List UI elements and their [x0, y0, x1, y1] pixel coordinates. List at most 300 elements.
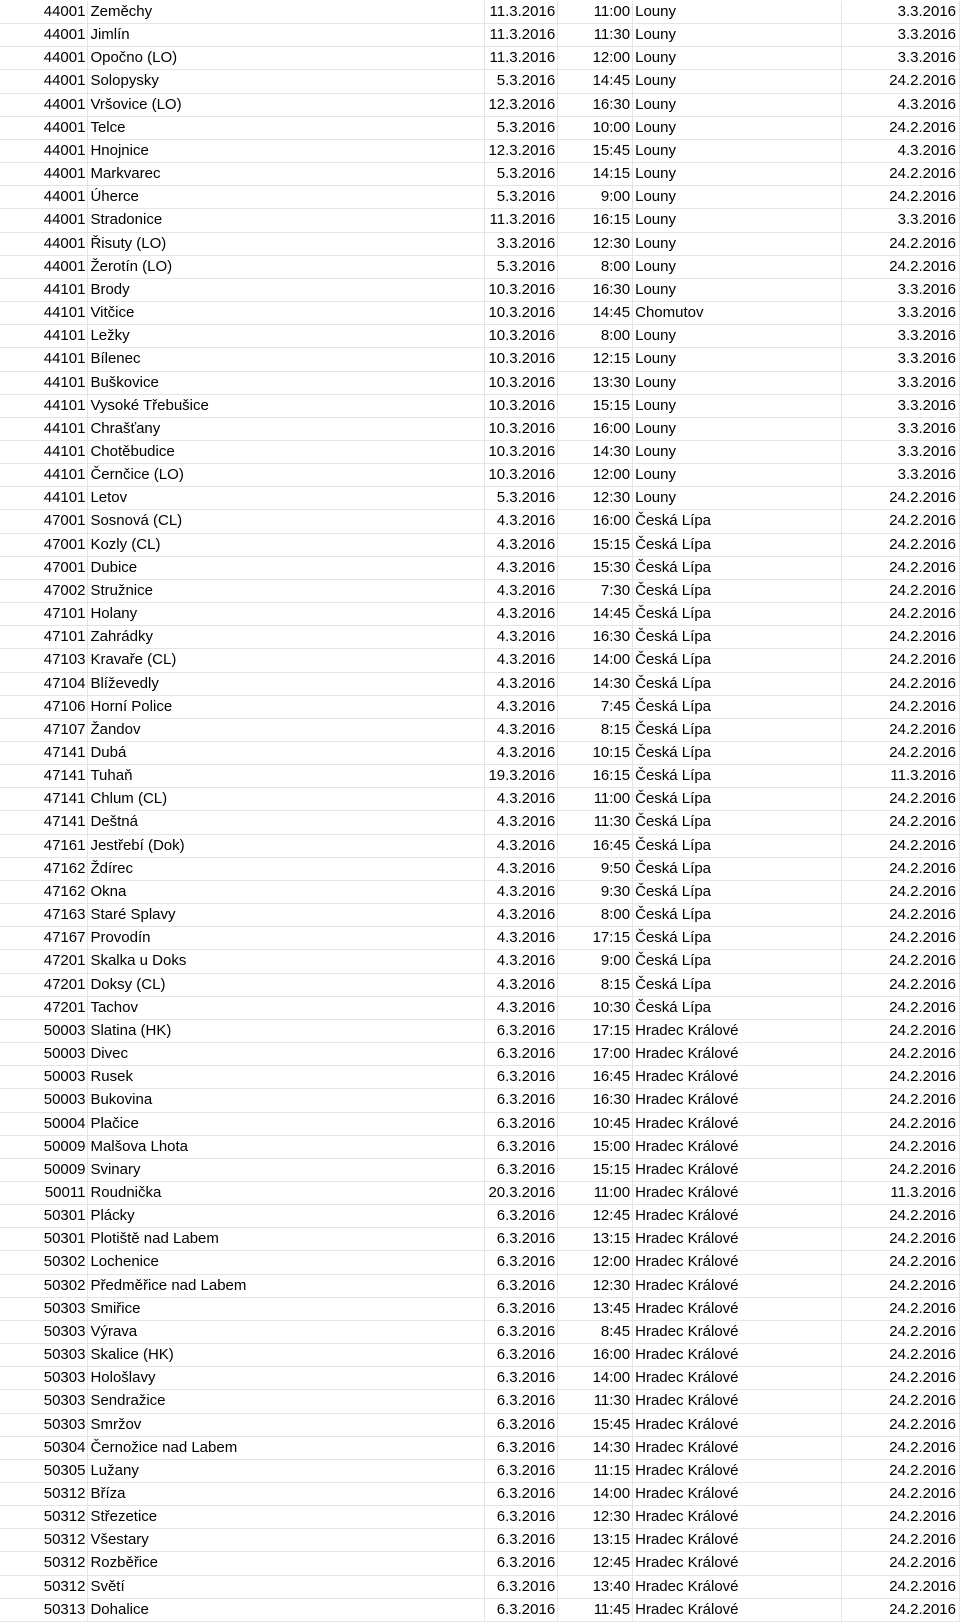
event-date-cell: 12.3.2016 [485, 139, 558, 162]
event-time-cell: 16:30 [558, 1089, 633, 1112]
event-date-cell: 4.3.2016 [485, 857, 558, 880]
event-date-cell: 4.3.2016 [485, 672, 558, 695]
event-date-cell: 6.3.2016 [485, 1436, 558, 1459]
municipality-cell: Chlum (CL) [88, 788, 485, 811]
municipality-cell: Světí [88, 1575, 485, 1598]
municipality-cell: Smržov [88, 1413, 485, 1436]
table-row [0, 186, 960, 209]
municipality-cell: Roudnička [88, 1181, 485, 1204]
table-row [0, 417, 960, 440]
postal-code-cell: 47201 [0, 996, 88, 1019]
municipality-cell: Sosnová (CL) [88, 510, 485, 533]
municipality-cell: Žandov [88, 718, 485, 741]
deadline-date-cell: 24.2.2016 [842, 556, 960, 579]
deadline-date-cell: 24.2.2016 [842, 649, 960, 672]
deadline-date-cell: 3.3.2016 [842, 325, 960, 348]
table-row [0, 1019, 960, 1042]
district-city-cell: Hradec Králové [633, 1598, 842, 1621]
municipality-cell: Markvarec [88, 163, 485, 186]
event-time-cell: 12:30 [558, 1274, 633, 1297]
event-date-cell: 5.3.2016 [485, 163, 558, 186]
table-row [0, 579, 960, 602]
municipality-cell: Sendražice [88, 1390, 485, 1413]
municipality-cell: Brody [88, 278, 485, 301]
deadline-date-cell: 24.2.2016 [842, 186, 960, 209]
table-row [0, 1274, 960, 1297]
postal-code-cell: 50009 [0, 1135, 88, 1158]
table-row [0, 1, 960, 24]
event-date-cell: 6.3.2016 [485, 1390, 558, 1413]
deadline-date-cell: 24.2.2016 [842, 533, 960, 556]
event-date-cell: 10.3.2016 [485, 278, 558, 301]
event-time-cell: 8:15 [558, 718, 633, 741]
municipality-cell: Malšova Lhota [88, 1135, 485, 1158]
event-date-cell: 6.3.2016 [485, 1205, 558, 1228]
municipality-cell: Staré Splavy [88, 904, 485, 927]
municipality-cell: Zeměchy [88, 1, 485, 24]
district-city-cell: Louny [633, 417, 842, 440]
municipality-cell: Vysoké Třebušice [88, 394, 485, 417]
postal-code-cell: 44001 [0, 232, 88, 255]
deadline-date-cell: 24.2.2016 [842, 1552, 960, 1575]
district-city-cell: Česká Lípa [633, 788, 842, 811]
postal-code-cell: 47167 [0, 927, 88, 950]
postal-code-cell: 50312 [0, 1483, 88, 1506]
municipality-cell: Horní Police [88, 695, 485, 718]
event-time-cell: 10:15 [558, 742, 633, 765]
municipality-cell: Dohalice [88, 1598, 485, 1621]
deadline-date-cell: 24.2.2016 [842, 1274, 960, 1297]
table-row [0, 1112, 960, 1135]
postal-code-cell: 50312 [0, 1552, 88, 1575]
postal-code-cell: 44101 [0, 325, 88, 348]
event-date-cell: 12.3.2016 [485, 93, 558, 116]
event-time-cell: 16:45 [558, 1066, 633, 1089]
event-date-cell: 6.3.2016 [485, 1598, 558, 1621]
municipality-cell: Bříza [88, 1483, 485, 1506]
event-time-cell: 14:45 [558, 603, 633, 626]
municipality-cell: Plačice [88, 1112, 485, 1135]
event-time-cell: 11:00 [558, 1, 633, 24]
event-time-cell: 16:00 [558, 1344, 633, 1367]
deadline-date-cell: 24.2.2016 [842, 927, 960, 950]
event-time-cell: 16:00 [558, 417, 633, 440]
municipality-cell: Žerotín (LO) [88, 255, 485, 278]
deadline-date-cell: 24.2.2016 [842, 857, 960, 880]
district-city-cell: Hradec Králové [633, 1297, 842, 1320]
deadline-date-cell: 24.2.2016 [842, 232, 960, 255]
postal-code-cell: 47141 [0, 788, 88, 811]
event-time-cell: 14:00 [558, 1483, 633, 1506]
district-city-cell: Hradec Králové [633, 1436, 842, 1459]
municipality-cell: Holany [88, 603, 485, 626]
postal-code-cell: 50011 [0, 1181, 88, 1204]
event-date-cell: 10.3.2016 [485, 371, 558, 394]
event-time-cell: 11:00 [558, 1181, 633, 1204]
event-date-cell: 6.3.2016 [485, 1320, 558, 1343]
event-date-cell: 4.3.2016 [485, 904, 558, 927]
event-date-cell: 4.3.2016 [485, 718, 558, 741]
deadline-date-cell: 24.2.2016 [842, 742, 960, 765]
event-date-cell: 10.3.2016 [485, 394, 558, 417]
event-date-cell: 6.3.2016 [485, 1043, 558, 1066]
event-time-cell: 12:45 [558, 1552, 633, 1575]
municipality-cell: Blíževedly [88, 672, 485, 695]
municipality-cell: Divec [88, 1043, 485, 1066]
district-city-cell: Hradec Králové [633, 1089, 842, 1112]
deadline-date-cell: 24.2.2016 [842, 996, 960, 1019]
municipality-cell: Kravaře (CL) [88, 649, 485, 672]
district-city-cell: Hradec Králové [633, 1135, 842, 1158]
event-time-cell: 12:30 [558, 232, 633, 255]
event-time-cell: 14:30 [558, 1436, 633, 1459]
event-time-cell: 8:15 [558, 973, 633, 996]
postal-code-cell: 47141 [0, 742, 88, 765]
event-time-cell: 9:00 [558, 186, 633, 209]
district-city-cell: Hradec Králové [633, 1367, 842, 1390]
postal-code-cell: 44101 [0, 302, 88, 325]
postal-code-cell: 44001 [0, 116, 88, 139]
event-date-cell: 6.3.2016 [485, 1274, 558, 1297]
table-row [0, 24, 960, 47]
deadline-date-cell: 24.2.2016 [842, 834, 960, 857]
district-city-cell: Louny [633, 24, 842, 47]
table-row [0, 718, 960, 741]
event-date-cell: 4.3.2016 [485, 880, 558, 903]
postal-code-cell: 47141 [0, 765, 88, 788]
table-row [0, 1043, 960, 1066]
district-city-cell: Chomutov [633, 302, 842, 325]
district-city-cell: Česká Lípa [633, 672, 842, 695]
municipality-cell: Lužany [88, 1459, 485, 1482]
district-city-cell: Hradec Králové [633, 1459, 842, 1482]
postal-code-cell: 50303 [0, 1344, 88, 1367]
deadline-date-cell: 24.2.2016 [842, 70, 960, 93]
table-row [0, 1135, 960, 1158]
deadline-date-cell: 24.2.2016 [842, 904, 960, 927]
postal-code-cell: 44101 [0, 371, 88, 394]
municipality-cell: Vitčice [88, 302, 485, 325]
event-time-cell: 14:30 [558, 440, 633, 463]
event-date-cell: 6.3.2016 [485, 1413, 558, 1436]
deadline-date-cell: 24.2.2016 [842, 1367, 960, 1390]
deadline-date-cell: 3.3.2016 [842, 394, 960, 417]
event-time-cell: 12:00 [558, 464, 633, 487]
municipality-cell: Hološlavy [88, 1367, 485, 1390]
postal-code-cell: 50303 [0, 1320, 88, 1343]
district-city-cell: Louny [633, 47, 842, 70]
table-row [0, 47, 960, 70]
postal-code-cell: 50003 [0, 1043, 88, 1066]
event-date-cell: 4.3.2016 [485, 556, 558, 579]
municipality-cell: Skalice (HK) [88, 1344, 485, 1367]
municipality-cell: Výrava [88, 1320, 485, 1343]
postal-code-cell: 47141 [0, 811, 88, 834]
deadline-date-cell: 24.2.2016 [842, 626, 960, 649]
municipality-cell: Bílenec [88, 348, 485, 371]
event-time-cell: 10:45 [558, 1112, 633, 1135]
event-time-cell: 7:30 [558, 579, 633, 602]
table-row [0, 811, 960, 834]
postal-code-cell: 50004 [0, 1112, 88, 1135]
deadline-date-cell: 3.3.2016 [842, 348, 960, 371]
event-time-cell: 10:00 [558, 116, 633, 139]
postal-code-cell: 47104 [0, 672, 88, 695]
deadline-date-cell: 3.3.2016 [842, 440, 960, 463]
postal-code-cell: 50003 [0, 1066, 88, 1089]
municipality-cell: Telce [88, 116, 485, 139]
municipality-cell: Předměřice nad Labem [88, 1274, 485, 1297]
event-time-cell: 11:45 [558, 1598, 633, 1621]
district-city-cell: Česká Lípa [633, 718, 842, 741]
district-city-cell: Hradec Králové [633, 1181, 842, 1204]
event-date-cell: 4.3.2016 [485, 533, 558, 556]
district-city-cell: Hradec Králové [633, 1066, 842, 1089]
deadline-date-cell: 24.2.2016 [842, 672, 960, 695]
deadline-date-cell: 24.2.2016 [842, 579, 960, 602]
table-row [0, 927, 960, 950]
municipality-cell: Letov [88, 487, 485, 510]
event-time-cell: 9:30 [558, 880, 633, 903]
table-row [0, 973, 960, 996]
table-row [0, 464, 960, 487]
event-time-cell: 16:45 [558, 834, 633, 857]
postal-code-cell: 44001 [0, 163, 88, 186]
district-city-cell: Česká Lípa [633, 857, 842, 880]
postal-code-cell: 44101 [0, 440, 88, 463]
table-row [0, 163, 960, 186]
district-city-cell: Česká Lípa [633, 973, 842, 996]
table-row [0, 1297, 960, 1320]
postal-code-cell: 47201 [0, 950, 88, 973]
municipality-cell: Slatina (HK) [88, 1019, 485, 1042]
table-row [0, 1320, 960, 1343]
table-row [0, 1598, 960, 1621]
table-row [0, 1089, 960, 1112]
event-time-cell: 14:00 [558, 1367, 633, 1390]
deadline-date-cell: 24.2.2016 [842, 1390, 960, 1413]
postal-code-cell: 50305 [0, 1459, 88, 1482]
postal-code-cell: 50009 [0, 1158, 88, 1181]
table-row [0, 139, 960, 162]
deadline-date-cell: 24.2.2016 [842, 1089, 960, 1112]
district-city-cell: Hradec Králové [633, 1483, 842, 1506]
municipality-cell: Všestary [88, 1529, 485, 1552]
municipality-cell: Jimlín [88, 24, 485, 47]
event-time-cell: 11:15 [558, 1459, 633, 1482]
municipality-cell: Chrašťany [88, 417, 485, 440]
postal-code-cell: 50312 [0, 1506, 88, 1529]
event-time-cell: 14:45 [558, 302, 633, 325]
deadline-date-cell: 3.3.2016 [842, 302, 960, 325]
deadline-date-cell: 24.2.2016 [842, 487, 960, 510]
event-date-cell: 10.3.2016 [485, 325, 558, 348]
deadline-date-cell: 3.3.2016 [842, 47, 960, 70]
deadline-date-cell: 24.2.2016 [842, 973, 960, 996]
municipality-cell: Černčice (LO) [88, 464, 485, 487]
postal-code-cell: 44001 [0, 255, 88, 278]
event-time-cell: 11:30 [558, 811, 633, 834]
deadline-date-cell: 3.3.2016 [842, 1, 960, 24]
district-city-cell: Hradec Králové [633, 1043, 842, 1066]
district-city-cell: Česká Lípa [633, 649, 842, 672]
postal-code-cell: 50312 [0, 1529, 88, 1552]
event-time-cell: 14:00 [558, 649, 633, 672]
table-row [0, 371, 960, 394]
event-date-cell: 6.3.2016 [485, 1506, 558, 1529]
event-time-cell: 17:15 [558, 1019, 633, 1042]
event-time-cell: 15:30 [558, 556, 633, 579]
table-row [0, 440, 960, 463]
event-time-cell: 15:15 [558, 394, 633, 417]
municipality-cell: Okna [88, 880, 485, 903]
deadline-date-cell: 24.2.2016 [842, 1575, 960, 1598]
table-row [0, 834, 960, 857]
table-row [0, 904, 960, 927]
table-row [0, 1066, 960, 1089]
deadline-date-cell: 24.2.2016 [842, 718, 960, 741]
municipality-cell: Skalka u Doks [88, 950, 485, 973]
event-date-cell: 10.3.2016 [485, 417, 558, 440]
district-city-cell: Louny [633, 255, 842, 278]
district-city-cell: Hradec Králové [633, 1413, 842, 1436]
municipality-cell: Bukovina [88, 1089, 485, 1112]
deadline-date-cell: 24.2.2016 [842, 1297, 960, 1320]
event-date-cell: 5.3.2016 [485, 255, 558, 278]
district-city-cell: Hradec Králové [633, 1274, 842, 1297]
event-date-cell: 6.3.2016 [485, 1135, 558, 1158]
event-date-cell: 4.3.2016 [485, 927, 558, 950]
event-date-cell: 6.3.2016 [485, 1019, 558, 1042]
deadline-date-cell: 3.3.2016 [842, 278, 960, 301]
municipality-cell: Rozběřice [88, 1552, 485, 1575]
district-city-cell: Hradec Králové [633, 1251, 842, 1274]
deadline-date-cell: 24.2.2016 [842, 1251, 960, 1274]
district-city-cell: Louny [633, 348, 842, 371]
deadline-date-cell: 24.2.2016 [842, 1436, 960, 1459]
table-row [0, 1181, 960, 1204]
district-city-cell: Česká Lípa [633, 579, 842, 602]
event-date-cell: 6.3.2016 [485, 1158, 558, 1181]
district-city-cell: Louny [633, 209, 842, 232]
event-time-cell: 7:45 [558, 695, 633, 718]
event-time-cell: 9:50 [558, 857, 633, 880]
district-city-cell: Louny [633, 394, 842, 417]
event-date-cell: 4.3.2016 [485, 626, 558, 649]
district-city-cell: Česká Lípa [633, 927, 842, 950]
event-time-cell: 13:15 [558, 1529, 633, 1552]
district-city-cell: Hradec Králové [633, 1575, 842, 1598]
deadline-date-cell: 24.2.2016 [842, 1598, 960, 1621]
event-time-cell: 17:15 [558, 927, 633, 950]
deadline-date-cell: 4.3.2016 [842, 93, 960, 116]
deadline-date-cell: 11.3.2016 [842, 765, 960, 788]
deadline-date-cell: 24.2.2016 [842, 1019, 960, 1042]
district-city-cell: Louny [633, 186, 842, 209]
table-row [0, 302, 960, 325]
district-city-cell: Hradec Králové [633, 1390, 842, 1413]
table-row [0, 278, 960, 301]
table-row [0, 1158, 960, 1181]
event-date-cell: 10.3.2016 [485, 302, 558, 325]
event-time-cell: 13:30 [558, 371, 633, 394]
event-date-cell: 6.3.2016 [485, 1112, 558, 1135]
district-city-cell: Česká Lípa [633, 811, 842, 834]
district-city-cell: Česká Lípa [633, 834, 842, 857]
event-date-cell: 20.3.2016 [485, 1181, 558, 1204]
district-city-cell: Hradec Králové [633, 1112, 842, 1135]
schedule-table-body [0, 1, 960, 1621]
deadline-date-cell: 24.2.2016 [842, 510, 960, 533]
postal-code-cell: 44001 [0, 24, 88, 47]
municipality-cell: Opočno (LO) [88, 47, 485, 70]
district-city-cell: Česká Lípa [633, 626, 842, 649]
postal-code-cell: 44101 [0, 487, 88, 510]
postal-code-cell: 47201 [0, 973, 88, 996]
municipality-cell: Provodín [88, 927, 485, 950]
municipality-cell: Vršovice (LO) [88, 93, 485, 116]
event-time-cell: 11:00 [558, 788, 633, 811]
event-date-cell: 10.3.2016 [485, 440, 558, 463]
table-row [0, 1483, 960, 1506]
table-row [0, 1390, 960, 1413]
deadline-date-cell: 24.2.2016 [842, 1344, 960, 1367]
event-date-cell: 4.3.2016 [485, 973, 558, 996]
event-date-cell: 19.3.2016 [485, 765, 558, 788]
postal-code-cell: 47002 [0, 579, 88, 602]
postal-code-cell: 50301 [0, 1205, 88, 1228]
event-date-cell: 5.3.2016 [485, 116, 558, 139]
event-date-cell: 6.3.2016 [485, 1251, 558, 1274]
municipality-cell: Solopysky [88, 70, 485, 93]
event-date-cell: 6.3.2016 [485, 1066, 558, 1089]
municipality-cell: Svinary [88, 1158, 485, 1181]
postal-code-cell: 50003 [0, 1019, 88, 1042]
municipality-cell: Ležky [88, 325, 485, 348]
postal-code-cell: 44101 [0, 348, 88, 371]
postal-code-cell: 44001 [0, 209, 88, 232]
postal-code-cell: 47162 [0, 880, 88, 903]
table-row [0, 1506, 960, 1529]
municipality-cell: Doksy (CL) [88, 973, 485, 996]
postal-code-cell: 44001 [0, 70, 88, 93]
event-date-cell: 4.3.2016 [485, 811, 558, 834]
district-city-cell: Česká Lípa [633, 904, 842, 927]
event-date-cell: 4.3.2016 [485, 579, 558, 602]
table-row [0, 1436, 960, 1459]
table-row [0, 649, 960, 672]
event-time-cell: 8:00 [558, 255, 633, 278]
event-date-cell: 6.3.2016 [485, 1344, 558, 1367]
district-city-cell: Louny [633, 371, 842, 394]
table-row [0, 950, 960, 973]
event-time-cell: 15:15 [558, 533, 633, 556]
deadline-date-cell: 3.3.2016 [842, 24, 960, 47]
table-row [0, 70, 960, 93]
district-city-cell: Hradec Králové [633, 1205, 842, 1228]
event-time-cell: 12:30 [558, 1506, 633, 1529]
event-date-cell: 6.3.2016 [485, 1228, 558, 1251]
event-time-cell: 17:00 [558, 1043, 633, 1066]
postal-code-cell: 44001 [0, 186, 88, 209]
district-city-cell: Louny [633, 163, 842, 186]
event-time-cell: 13:40 [558, 1575, 633, 1598]
table-row [0, 1413, 960, 1436]
event-date-cell: 4.3.2016 [485, 950, 558, 973]
table-row [0, 1367, 960, 1390]
district-city-cell: Louny [633, 70, 842, 93]
deadline-date-cell: 24.2.2016 [842, 1459, 960, 1482]
